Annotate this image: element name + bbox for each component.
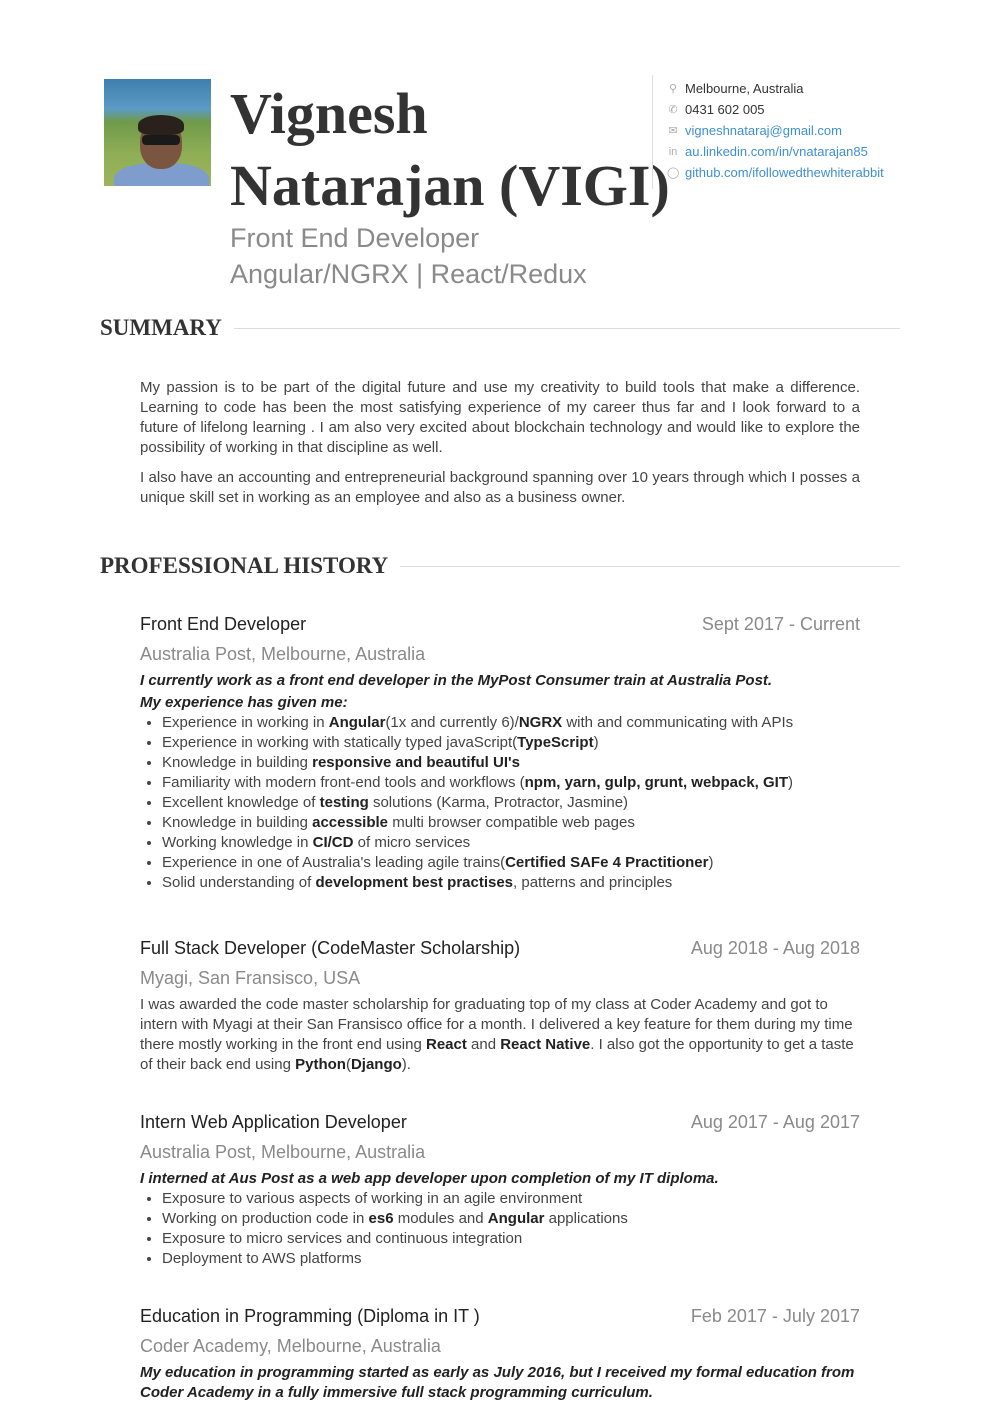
contact-email[interactable] bbox=[667, 120, 884, 141]
bullet-item bbox=[162, 713, 860, 733]
history-heading: PROFESSIONAL HISTORY bbox=[100, 553, 389, 578]
bullet-item bbox=[162, 793, 860, 813]
contact-text: Melbourne, Australia bbox=[685, 81, 804, 96]
contact-link[interactable]: au.linkedin.com/in/vnatarajan85 bbox=[685, 144, 868, 159]
map-pin-icon: ⚲ bbox=[668, 83, 678, 95]
text-segment: Exposure to micro services and continuous integration bbox=[162, 1230, 523, 1247]
text-segment: Working knowledge in bbox=[162, 834, 313, 851]
bold-text: Angular bbox=[328, 714, 386, 731]
text-segment: ) bbox=[708, 854, 714, 871]
text-segment: and bbox=[466, 1036, 501, 1053]
job-header bbox=[140, 1112, 860, 1133]
bold-text: accessible bbox=[312, 814, 389, 831]
summary-paragraph: My passion is to be part of the digital future and use my creativity to build tools that make a difference. Learning to code has been the most satisfying experience of my career thus far and I look forward to a future of lifelong learning . I am also very excited about blockchain technology and would like to explore the possibility of working in that discipline as well. bbox=[140, 379, 860, 456]
job-entry bbox=[140, 614, 860, 893]
job-header bbox=[140, 614, 860, 635]
headline-line-2: Angular/NGRX | React/Redux bbox=[230, 259, 587, 289]
bullet-item bbox=[162, 1229, 860, 1249]
text-segment: Working on production code in bbox=[162, 1210, 369, 1227]
contact-phone bbox=[667, 99, 884, 120]
bullet-item bbox=[162, 773, 860, 793]
bold-text: development best practises bbox=[315, 874, 514, 891]
job-lead-text: I interned at Aus Post as a web app developer upon completion of my IT diploma. bbox=[140, 1170, 719, 1187]
contact-github[interactable] bbox=[667, 162, 884, 183]
text-segment: modules and bbox=[393, 1210, 488, 1227]
bullet-item bbox=[162, 873, 860, 893]
bullet-item bbox=[162, 853, 860, 873]
text-segment: applications bbox=[544, 1210, 628, 1227]
text-segment: Excellent knowledge of bbox=[162, 794, 320, 811]
candidate-name bbox=[230, 78, 670, 222]
summary-text bbox=[140, 378, 860, 518]
bold-text: testing bbox=[319, 794, 369, 811]
job-company: Myagi, San Fransisco, USA bbox=[140, 968, 361, 988]
linkedin-icon: in bbox=[668, 145, 678, 158]
job-company: Australia Post, Melbourne, Australia bbox=[140, 644, 426, 664]
summary-heading: SUMMARY bbox=[100, 315, 222, 340]
job-title: Intern Web Application Developer bbox=[140, 1112, 407, 1132]
text-segment: Deployment to AWS platforms bbox=[162, 1250, 362, 1267]
job-entry bbox=[140, 1112, 860, 1269]
summary-heading-row bbox=[100, 315, 900, 341]
text-segment: Experience in working with statically typed javaScript( bbox=[162, 734, 518, 751]
divider bbox=[400, 566, 900, 567]
text-segment: Familiarity with modern front-end tools and workflows ( bbox=[162, 774, 525, 791]
job-bullet-list bbox=[140, 1189, 860, 1269]
github-icon: ◯ bbox=[667, 167, 680, 179]
phone-icon: ✆ bbox=[668, 104, 678, 116]
job-lead-text: I currently work as a front end developer in the MyPost Consumer train at Australia Post. bbox=[140, 672, 773, 689]
bullet-item bbox=[162, 753, 860, 773]
text-segment: solutions (Karma, Protractor, Jasmine) bbox=[368, 794, 629, 811]
text-segment: with and communicating with APIs bbox=[562, 714, 794, 731]
bold-text: TypeScript bbox=[517, 734, 594, 751]
bold-text: CI/CD bbox=[312, 834, 354, 851]
headline-line-1: Front End Developer bbox=[230, 223, 480, 253]
text-segment: Experience in one of Australia's leading agile trains( bbox=[162, 854, 506, 871]
job-bullet-list bbox=[140, 713, 860, 893]
job-entry bbox=[140, 938, 860, 1075]
bold-text: Certified SAFe 4 Practitioner bbox=[505, 854, 709, 871]
email-icon: ✉ bbox=[668, 125, 678, 137]
profile-photo bbox=[104, 79, 211, 186]
contact-link[interactable]: github.com/ifollowedthewhiterabbit bbox=[685, 165, 884, 180]
text-segment: Solid understanding of bbox=[162, 874, 316, 891]
bold-text: React Native bbox=[500, 1036, 591, 1053]
job-entry bbox=[140, 1306, 860, 1403]
bold-text: Angular bbox=[487, 1210, 545, 1227]
job-title: Front End Developer bbox=[140, 614, 307, 634]
text-segment: I was awarded the code master scholarship for graduating top of my class at Coder Academy and got to intern with Myagi at their San Fransisco office for a month. I delivered a key feature for them during my time there mostly working in the front end using bbox=[140, 996, 853, 1053]
bullet-item bbox=[162, 813, 860, 833]
bullet-item bbox=[162, 1209, 860, 1229]
bold-text: responsive and beautiful UI's bbox=[312, 754, 520, 771]
text-segment: ). bbox=[401, 1056, 411, 1073]
name-line-2: Natarajan (VIGI) bbox=[230, 153, 670, 218]
job-dates: Feb 2017 - July 2017 bbox=[690, 1306, 860, 1326]
job-company: Australia Post, Melbourne, Australia bbox=[140, 1142, 426, 1162]
bold-text: Django bbox=[350, 1056, 402, 1073]
text-segment: ) bbox=[788, 774, 793, 791]
text-segment: Experience in working in bbox=[162, 714, 329, 731]
text-segment: Knowledge in building bbox=[162, 754, 313, 771]
text-segment: Knowledge in building bbox=[162, 814, 313, 831]
job-header bbox=[140, 1306, 860, 1327]
job-title: Full Stack Developer (CodeMaster Scholarship) bbox=[140, 938, 521, 958]
summary-paragraph: I also have an accounting and entrepreneurial background spanning over 10 years through which I posses a unique skill set in working as an employee and also as a business owner. bbox=[140, 469, 860, 506]
text-segment: ) bbox=[593, 734, 599, 751]
bold-text: NGRX bbox=[518, 714, 563, 731]
bullet-item bbox=[162, 1249, 860, 1269]
name-line-1: Vignesh bbox=[230, 81, 428, 146]
job-description bbox=[140, 995, 860, 1075]
text-segment: . I also got the opportunity to get a taste of their back end using bbox=[140, 1036, 854, 1073]
bold-text: React bbox=[425, 1036, 467, 1053]
job-title: Education in Programming (Diploma in IT ) bbox=[140, 1306, 480, 1326]
history-heading-row bbox=[100, 553, 900, 579]
job-company: Coder Academy, Melbourne, Australia bbox=[140, 1336, 441, 1356]
job-headline bbox=[230, 220, 587, 292]
contact-link[interactable]: vigneshnataraj@gmail.com bbox=[685, 123, 842, 138]
job-lead-text: My experience has given me: bbox=[140, 694, 348, 711]
text-segment: Exposure to various aspects of working in an agile environment bbox=[162, 1190, 583, 1207]
contact-map-pin bbox=[667, 78, 884, 99]
divider bbox=[234, 328, 900, 329]
bold-text: Python bbox=[295, 1056, 346, 1073]
text-segment: multi browser compatible web pages bbox=[388, 814, 635, 831]
job-header bbox=[140, 938, 860, 959]
job-dates: Aug 2017 - Aug 2017 bbox=[690, 1112, 860, 1132]
bold-text: es6 bbox=[368, 1210, 394, 1227]
contact-text: 0431 602 005 bbox=[685, 102, 765, 117]
text-segment: ( bbox=[345, 1056, 351, 1073]
bullet-item bbox=[162, 833, 860, 853]
text-segment: (1x and currently 6)/ bbox=[385, 714, 519, 731]
contact-list bbox=[652, 75, 884, 189]
job-dates: Sept 2017 - Current bbox=[701, 614, 860, 634]
contact-linkedin[interactable] bbox=[667, 141, 884, 162]
text-segment: , patterns and principles bbox=[513, 874, 673, 891]
bullet-item bbox=[162, 1189, 860, 1209]
job-lead-text: My education in programming started as early as July 2016, but I received my formal education from Coder Academy in a fully immersive full stack programming curriculum. bbox=[140, 1364, 855, 1401]
text-segment: of micro services bbox=[353, 834, 471, 851]
bold-text: npm, yarn, gulp, grunt, webpack, GIT bbox=[524, 774, 788, 791]
bullet-item bbox=[162, 733, 860, 753]
job-dates: Aug 2018 - Aug 2018 bbox=[690, 938, 860, 958]
